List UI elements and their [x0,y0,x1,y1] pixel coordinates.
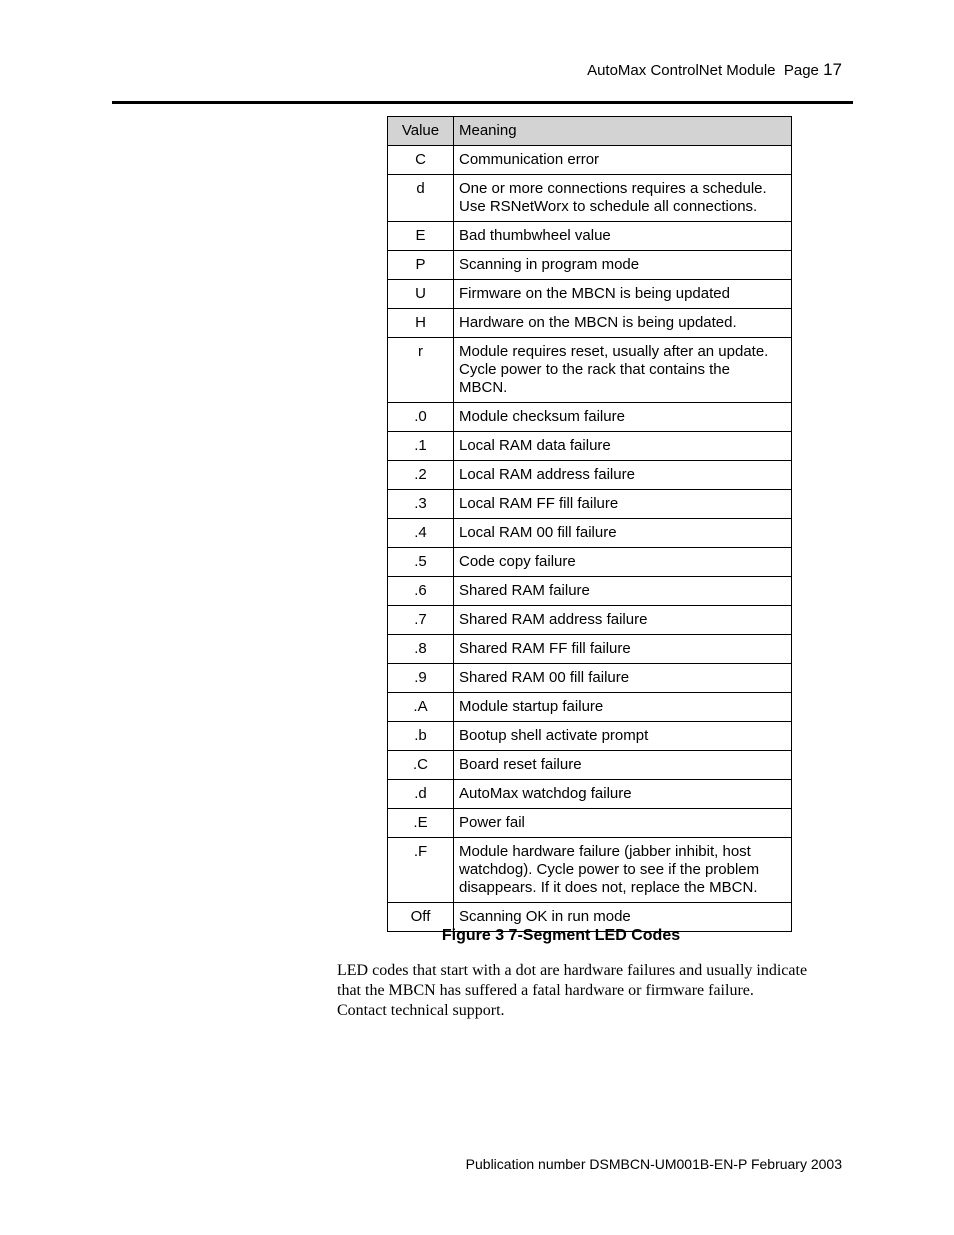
page-number: 17 [823,60,842,79]
meaning-line: Bootup shell activate prompt [459,727,649,744]
meaning-line: Code copy failure [459,553,576,570]
table-row [388,461,792,490]
table-row [388,403,792,432]
code-value: .9 [388,664,454,693]
table-row [388,722,792,751]
page-label: Page [783,62,819,79]
code-value: .2 [388,461,454,490]
code-meaning [454,519,792,548]
code-value: .3 [388,490,454,519]
code-meaning [454,664,792,693]
meaning-line: Communication error [459,151,600,168]
table-row [388,519,792,548]
meaning-line: Shared RAM FF fill failure [459,640,631,657]
code-value: .1 [388,432,454,461]
meaning-line: Module startup failure [459,698,604,715]
table-row [388,490,792,519]
code-meaning [454,780,792,809]
meaning-line: Power fail [459,814,525,831]
meaning-line: Use RSNetWorx to schedule all connections. [459,198,758,215]
meaning-line: One or more connections requires a schedule. [459,180,767,197]
code-value: .4 [388,519,454,548]
meaning-line: Shared RAM address failure [459,611,648,628]
code-meaning [454,577,792,606]
table-row [388,780,792,809]
column-header-value: Value [388,117,454,146]
code-meaning [454,490,792,519]
meaning-line: Cycle power to the rack that contains the [459,361,730,378]
meaning-line: Local RAM address failure [459,466,635,483]
meaning-line: Firmware on the MBCN is being updated [459,285,730,302]
page-header [587,60,842,80]
code-meaning [454,606,792,635]
code-meaning [454,175,792,222]
meaning-line: watchdog). Cycle power to see if the problem [459,861,760,878]
meaning-line: Scanning in program mode [459,256,640,273]
code-value: .E [388,809,454,838]
table-header-row [388,117,792,146]
code-value: Off [388,903,454,932]
code-meaning [454,635,792,664]
meaning-line: MBCN. [459,379,508,396]
table-row [388,606,792,635]
code-meaning [454,222,792,251]
meaning-line: Local RAM FF fill failure [459,495,619,512]
table-row [388,635,792,664]
code-meaning [454,146,792,175]
code-value: H [388,309,454,338]
code-meaning [454,722,792,751]
code-value: d [388,175,454,222]
code-value: .A [388,693,454,722]
meaning-line: Module requires reset, usually after an update. [459,343,769,360]
document-title: AutoMax ControlNet Module [587,62,776,79]
paragraph-line: LED codes that start with a dot are hardware failures and usually indicate [337,962,808,979]
code-value: .6 [388,577,454,606]
table-row [388,309,792,338]
table-row [388,338,792,403]
code-meaning [454,838,792,903]
meaning-line: Board reset failure [459,756,582,773]
code-value: .F [388,838,454,903]
paragraph-line: Contact technical support. [337,1002,505,1019]
meaning-line: disappears. If it does not, replace the MBCN. [459,879,758,896]
led-codes-table [387,116,792,932]
table-row [388,222,792,251]
table-body [388,146,792,932]
meaning-line: Scanning OK in run mode [459,908,631,925]
code-meaning [454,280,792,309]
code-value: .b [388,722,454,751]
paragraph-line: that the MBCN has suffered a fatal hardware or firmware failure. [337,982,754,999]
meaning-line: Shared RAM 00 fill failure [459,669,630,686]
code-meaning [454,751,792,780]
code-meaning [454,809,792,838]
code-value: .d [388,780,454,809]
meaning-line: Local RAM data failure [459,437,611,454]
code-value: .8 [388,635,454,664]
table-row [388,548,792,577]
table-row [388,664,792,693]
table-row [388,577,792,606]
table-row [388,251,792,280]
code-value: r [388,338,454,403]
code-value: .5 [388,548,454,577]
figure-caption: Figure 3 7-Segment LED Codes [441,927,681,944]
page-footer: Publication number DSMBCN-UM001B-EN-P February 2003 [465,1156,842,1172]
code-meaning [454,403,792,432]
code-value: .C [388,751,454,780]
code-meaning [454,432,792,461]
table-row [388,809,792,838]
meaning-line: Shared RAM failure [459,582,590,599]
table-row [388,693,792,722]
meaning-line: Bad thumbwheel value [459,227,611,244]
code-value: .0 [388,403,454,432]
meaning-line: Hardware on the MBCN is being updated. [459,314,737,331]
meaning-line: Module hardware failure (jabber inhibit, host [459,843,751,860]
table-row [388,175,792,222]
code-meaning [454,309,792,338]
code-meaning [454,338,792,403]
code-value: P [388,251,454,280]
header-rule [112,101,853,104]
table-row [388,838,792,903]
meaning-line: Local RAM 00 fill failure [459,524,617,541]
table-row [388,751,792,780]
code-value: C [388,146,454,175]
code-meaning [454,548,792,577]
code-value: .7 [388,606,454,635]
table-row [388,432,792,461]
table-row [388,280,792,309]
body-paragraph [337,961,857,1021]
column-header-meaning: Meaning [454,117,792,146]
code-meaning [454,461,792,490]
code-value: E [388,222,454,251]
meaning-line: Module checksum failure [459,408,625,425]
table-row [388,146,792,175]
code-value: U [388,280,454,309]
code-meaning [454,251,792,280]
code-meaning [454,693,792,722]
meaning-line: AutoMax watchdog failure [459,785,632,802]
